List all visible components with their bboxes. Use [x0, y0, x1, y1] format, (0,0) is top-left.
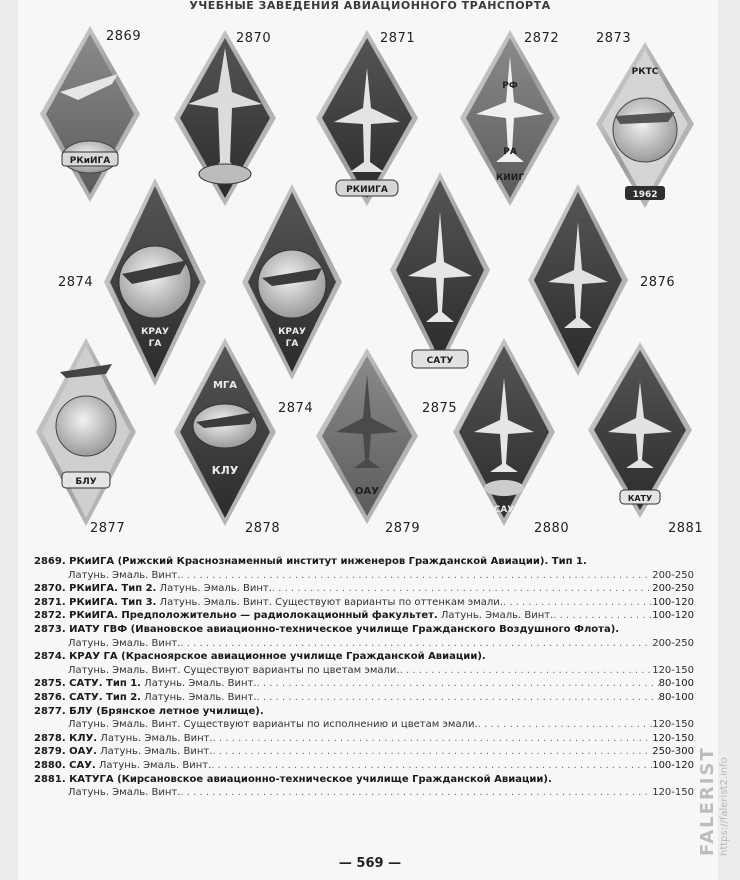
badge-number-2876: 2876 [640, 275, 676, 290]
badge-2872 [460, 30, 560, 206]
badge-2881-label: КАТУ [627, 494, 653, 503]
badge-2877 [36, 338, 136, 526]
badge-2876 [528, 184, 628, 376]
watermark-brand: FALERIST [697, 746, 718, 856]
entry-2874-detail: Латунь. Эмаль. Винт. Существуют варианты по цветам эмали. . . . 120-150 [34, 664, 694, 678]
badge-number-2873: 2873 [596, 31, 632, 46]
page-number: — 569 — [338, 856, 402, 871]
badge-number-2879: 2879 [385, 521, 421, 536]
badge-2875-top [390, 172, 490, 368]
page-header: УЧЕБНЫЕ ЗАВЕДЕНИЯ АВИАЦИОННОГО ТРАНСПОРТА [189, 0, 551, 12]
badge-2874a-label-2: ГА [148, 339, 162, 349]
entry-2870: 2870. РКиИГА. Тип 2. Латунь. Эмаль. Винт. . . . 200-250 [34, 582, 694, 596]
entry-2881-title: 2881. КАТУГА (Кирсановское авиационно-техническое училище Гражданской Авиации). [34, 773, 552, 785]
entry-2873-price: 200-250 [652, 637, 694, 649]
entry-2880: 2880. САУ. Латунь. Эмаль. Винт. . . . 100-120 [34, 759, 694, 773]
badge-number-2870: 2870 [236, 31, 272, 46]
entry-2878: 2878. КЛУ. Латунь. Эмаль. Винт. . . . 120-150 [34, 732, 694, 746]
badge-number-2874b: 2874 [278, 401, 314, 416]
entry-2879-price: 250-300 [652, 746, 694, 758]
badge-2881 [588, 342, 692, 518]
badge-2874-b [242, 184, 342, 380]
badge-number-2881: 2881 [668, 521, 704, 536]
entry-2870-price: 200-250 [652, 583, 694, 595]
badge-2873-year: 1962 [632, 190, 658, 200]
entry-2879: 2879. ОАУ. Латунь. Эмаль. Винт. . . . 250-300 [34, 745, 694, 759]
badge-2874-a [104, 178, 206, 386]
entry-2871-price: 100-120 [652, 596, 694, 608]
badge-2879 [316, 348, 418, 524]
badge-2870 [174, 30, 276, 206]
catalog-list [34, 555, 694, 800]
entry-2869-price: 200-250 [652, 569, 694, 581]
badge-2875-label: САТУ [426, 356, 454, 366]
badge-2878 [174, 338, 276, 526]
entry-2875: 2875. САТУ. Тип 1. Латунь. Эмаль. Винт. . . . 80-100 [34, 677, 694, 691]
entry-2876: 2876. САТУ. Тип 2. Латунь. Эмаль. Винт. . . . 80-100 [34, 691, 694, 705]
badge-2880-label: САУ [493, 505, 515, 515]
entry-2873-title: 2873. ИАТУ ГВФ (Ивановское авиационно-техническое училище Гражданского Воздушного Флота). [34, 623, 620, 635]
badge-number-2877: 2877 [90, 521, 126, 536]
badge-2880 [453, 338, 555, 526]
badge-2871 [316, 30, 418, 206]
badge-number-2871: 2871 [380, 31, 416, 46]
watermark-url: https://falerist2.info [719, 757, 730, 856]
badge-illustrations [0, 12, 740, 542]
badge-2879-label: ОАУ [355, 486, 379, 497]
entry-2869-title: 2869. РКиИГА (Рижский Краснознаменный институт инженеров Гражданской Авиации). Тип 1. [34, 556, 587, 567]
entry-2874-price: 120-150 [652, 664, 694, 676]
entry-2876-price: 80-100 [658, 691, 694, 703]
badge-2874a-label-1: КРАУ [141, 327, 169, 337]
badge-2872-label-top: РФ [502, 81, 518, 91]
entry-2877-title: 2877. БЛУ (Брянское летное училище). [34, 705, 264, 717]
badge-2878-label-bottom: КЛУ [211, 464, 239, 477]
badge-number-2878: 2878 [245, 521, 281, 536]
entry-2871: 2871. РКиИГА. Тип 3. Латунь. Эмаль. Винт. Существуют варианты по оттенкам эмали. . . . 100-120 [34, 596, 694, 610]
badge-number-2875: 2875 [422, 401, 458, 416]
entry-2873-detail: Латунь. Эмаль. Винт. . . . 200-250 [34, 637, 694, 651]
entry-2869-detail: Латунь. Эмаль. Винт. . . . 200-250 [34, 569, 694, 583]
watermark [693, 660, 739, 860]
entry-2877-price: 120-150 [652, 719, 694, 731]
badge-number-2869: 2869 [106, 29, 142, 44]
badge-2878-label-top: МГА [212, 380, 238, 391]
entry-2880-price: 100-120 [652, 759, 694, 771]
badge-number-2872: 2872 [524, 31, 560, 46]
entry-2877-detail: Латунь. Эмаль. Винт. Существуют варианты по исполнению и цветам эмали. . . . 120-150 [34, 718, 694, 732]
badge-2872-label-bottom: КИИГ [495, 173, 525, 183]
entry-2874-title: 2874. КРАУ ГА (Красноярское авиационное училище Гражданской Авиации). [34, 651, 486, 663]
badge-2869 [40, 26, 140, 202]
entry-2875-price: 80-100 [658, 678, 694, 690]
badge-number-2874a: 2874 [58, 275, 94, 290]
entry-2878-price: 120-150 [652, 732, 694, 744]
entry-2881-detail: Латунь. Эмаль. Винт. . . . 120-150 [34, 786, 694, 800]
badge-2874b-label-1: КРАУ [278, 327, 306, 337]
badge-2872-label-mid: РА [503, 147, 517, 157]
badge-2869-label: РКиИГА [69, 156, 111, 166]
badge-2871-label: РКИИГА [346, 185, 388, 195]
badge-2873-label-top: РКТС [631, 67, 659, 77]
badge-2877-label: БЛУ [75, 477, 97, 487]
entry-2872: 2872. РКиИГА. Предположительно — радиолокационный факультет. Латунь. Эмаль. Винт. . . . 100-120 [34, 609, 694, 623]
entry-2872-price: 100-120 [652, 610, 694, 622]
badge-2873 [596, 42, 694, 208]
badge-2874b-label-2: ГА [285, 339, 299, 349]
entry-2881-price: 120-150 [652, 787, 694, 799]
badge-number-2880: 2880 [534, 521, 570, 536]
